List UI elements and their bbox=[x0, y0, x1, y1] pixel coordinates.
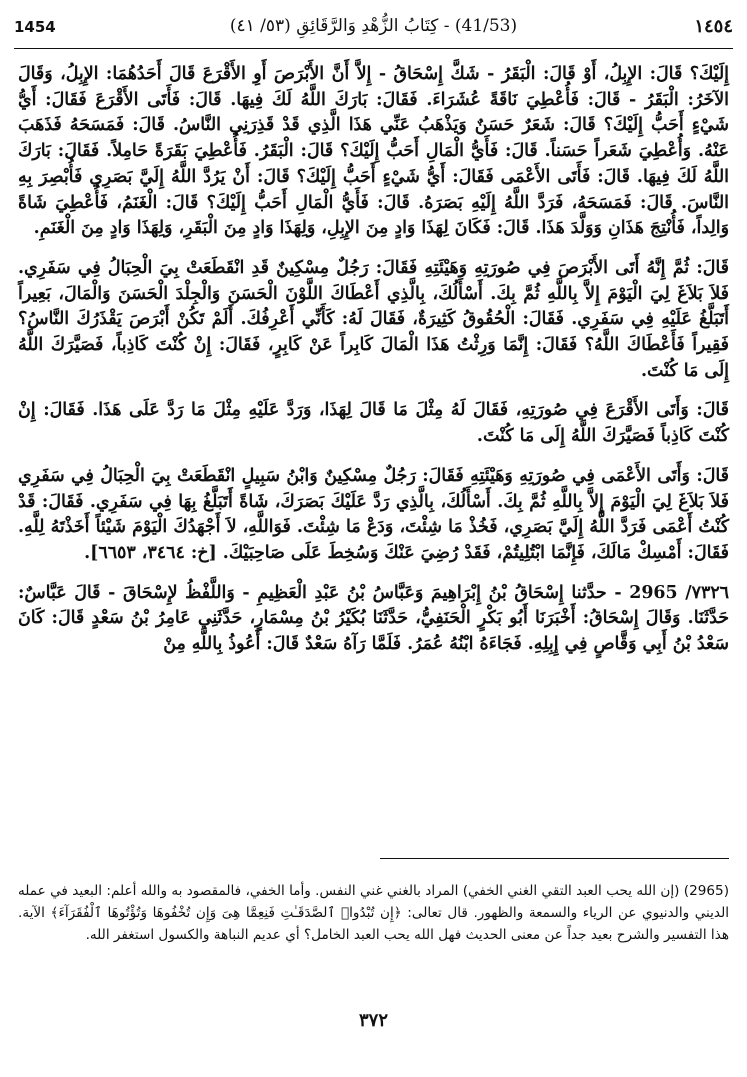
running-title: (41/53) - كِتَابُ الزُّهْدِ وَالرَّقَائِقِ (٥٣/ ٤١) bbox=[229, 16, 518, 36]
header-rule bbox=[14, 48, 733, 49]
paragraph: إِلَيْكَ؟ قَالَ: الإِبِلُ، أَوْ قَالَ: الْبَقَرُ - شَكَّ إِسْحَاقُ - إِلاَّ أَنَّ الأَبْرَصَ أَوِ الأَقْرَعَ قَالَ أَحَدُهُمَا: الإِبِلُ، وَقَالَ الآخَرُ: الْبَقَرُ - قَالَ: فَأُعْطِيَ نَاقَةً عُشَرَاءَ. فَقَالَ: بَارَكَ اللَّهُ لَكَ فِيهَا. قَالَ: فَأَتَى الأَقْرَعَ فَقَالَ: أَيُّ شَيْءٍ أَحَبُّ إِلَيْكَ؟ قَالَ: شَعَرٌ حَسَنٌ وَيَذْهَبُ عَنِّي هَذَا الَّذِي قَدْ قَذِرَنِي النَّاسُ. قَالَ: فَمَسَحَهُ فَذَهَبَ عَنْهُ. وَأُعْطِيَ شَعَراً حَسَناً. قَالَ: فَأَيُّ الْمَالِ أَحَبُّ إِلَيْكَ؟ قَالَ: الْبَقَرُ. فَأُعْطِيَ بَقَرَةً حَامِلاً. فَقَالَ: بَارَكَ اللَّهُ لَكَ فِيهَا. قَالَ: فَأَتَى الأَعْمَى فَقَالَ: أَيُّ شَيْءٍ أَحَبُّ إِلَيْكَ؟ قَالَ: أَنْ يَرُدَّ اللَّهُ إِلَيَّ بَصَرِي فَأُبْصِرَ بِهِ النَّاسَ. قَالَ: فَمَسَحَهُ، فَرَدَّ اللَّهُ إِلَيْهِ بَصَرَهُ. قَالَ: فَأَيُّ الْمَالِ أَحَبُّ إِلَيْكَ؟ قَالَ: الْغَنَمُ، فَأُعْطِيَ شَاةً وَالِداً، فَأُنْتِجَ هَذَانِ وَوَلَّدَ هَذَا. قَالَ: فَكَانَ لِهَذَا وَادٍ مِنَ الإِبِلِ، وَلِهَذَا وَادٍ مِنَ الْبَقَرِ، وَلِهَذَا وَادٍ مِنَ الْغَنَمِ. bbox=[18, 64, 729, 239]
paragraph: قَالَ: ثُمَّ إِنَّهُ أَتَى الأَبْرَصَ فِي صُورَتِهِ وَهَيْئَتِهِ فَقَالَ: رَجُلٌ مِسْكِينٌ قَدِ انْقَطَعَتْ بِيَ الْحِبَالُ فِي سَفَرِي. فَلاَ بَلاَغَ لِيَ الْيَوْمَ إِلاَّ بِاللَّهِ ثُمَّ بِكَ. أَسْأَلُكَ، بِالَّذِي أَعْطَاكَ اللَّوْنَ الْحَسَنَ وَالْجِلْدَ الْحَسَنَ وَالْمَالَ، بَعِيراً أَتَبَلَّغُ عَلَيْهِ فِي سَفَرِي. فَقَالَ: الْحُقُوقُ كَثِيرَةٌ، فَقَالَ لَهُ: كَأَنِّي أَعْرِفُكَ. أَلَمْ تَكُنْ أَبْرَصَ يَقْذَرُكَ النَّاسُ؟ فَقِيراً فَأَعْطَاكَ اللَّهُ؟ فَقَالَ: إِنَّمَا وَرِثْتُ هَذَا الْمَالَ كَابِراً عَنْ كَابِرٍ، فَقَالَ: إِنْ كُنْتَ كَاذِباً، فَصَيَّرَكَ اللَّهُ إِلَى مَا كُنْتَ. bbox=[18, 257, 729, 381]
paragraph: قَالَ: وَأَتَى الأَعْمَى فِي صُورَتِهِ وَهَيْئَتِهِ فَقَالَ: رَجُلٌ مِسْكِينٌ وَابْنُ سَبِيلٍ انْقَطَعَتْ بِيَ الْحِبَالُ فِي سَفَرِي فَلاَ بَلاَغَ لِيَ الْيَوْمَ إِلاَّ بِاللَّهِ ثُمَّ بِكَ. أَسْأَلُكَ، بِالَّذِي رَدَّ عَلَيْكَ بَصَرَكَ، شَاةً أَتَبَلَّغُ بِهَا فِي سَفَرِي. فَقَالَ: قَدْ كُنْتُ أَعْمَى فَرَدَّ اللَّهُ إِلَيَّ بَصَرِي، فَخُذْ مَا شِئْتَ، وَدَعْ مَا شِئْتَ. فَوَاللَّهِ، لاَ أَجْهَدُكَ الْيَوْمَ شَيْئاً أَخَذْتَهُ لِلَّهِ. فَقَالَ: أَمْسِكْ مَالَكَ، فَإِنَّمَا ابْتُلِيتُمْ، فَقَدْ رُضِيَ عَنْكَ وَسُخِطَ عَلَى صَاحِبَيْكَ. [خ: ٣٤٦٤، ٦٦٥٣]. bbox=[18, 465, 729, 563]
hadith-paragraph: ٧٣٢٦/ 2965 - حدَّثنا إِسْحَاقُ بْنُ إِبْرَاهِيمَ وَعَبَّاسُ بْنُ عَبْدِ الْعَظِيمِ - وَاللَّفْظُ لإِسْحَاقَ - قَالَ عَبَّاسٌ: حَدَّثَنَا. وَقَالَ إِسْحَاقُ: أَخْبَرَنَا أَبُو بَكْرٍ الْحَنَفِيُّ، حَدَّثَنَا بُكَيْرُ بْنُ مِسْمَارٍ، حَدَّثَنِي عَامِرُ بْنُ سَعْدٍ قَالَ: كَانَ سَعْدُ بْنُ أَبِي وَقَّاصٍ فِي إِبِلِهِ. فَجَاءَهُ ابْنُهُ عُمَرُ. فَلَمَّا رَآهُ سَعْدٌ قَالَ: أَعُوذُ بِاللَّهِ مِنْ bbox=[18, 582, 730, 655]
main-text bbox=[18, 62, 729, 672]
page-number-bottom: ٣٧٢ bbox=[358, 1010, 388, 1031]
page-header bbox=[14, 14, 733, 44]
page-number-latin: 1454 bbox=[14, 18, 56, 36]
footnote-rule bbox=[380, 858, 729, 859]
page-number-arabic: ١٤٥٤ bbox=[694, 16, 733, 37]
paragraph: قَالَ: وَأَتَى الأَقْرَعَ فِي صُورَتِهِ، فَقَالَ لَهُ مِثْلَ مَا قَالَ لِهَذَا، وَرَدَّ عَلَيْهِ مِثْلَ مَا رَدَّ عَلَى هَذَا. فَقَالَ: إِنْ كُنْتَ كَاذِباً فَصَيَّرَكَ اللَّهُ إِلَى مَا كُنْتَ. bbox=[18, 400, 729, 447]
footnote: (2965) (إن الله يحب العبد التقي الغني الخفي) المراد بالغني غني النفس. وأما الخفي، فالمقصود به والله أعلم: البعيد في عمله الديني والدنيوي عن الرياء والسمعة والظهور. قال تعالى: ﴿إِن تُبْدُوا۟ ٱلصَّدَقَـٰتِ فَنِعِمَّا هِىَ وَإِن تُخْفُوهَا وَتُؤْتُوهَا ٱلْفُقَرَآءَ﴾ الآية. هذا التفسير والشرح بعيد جداً عن معنى الحديث فهل الله يحب العبد الخامل؟ أي عديم النباهة والكسول استغفر الله. bbox=[18, 883, 729, 943]
